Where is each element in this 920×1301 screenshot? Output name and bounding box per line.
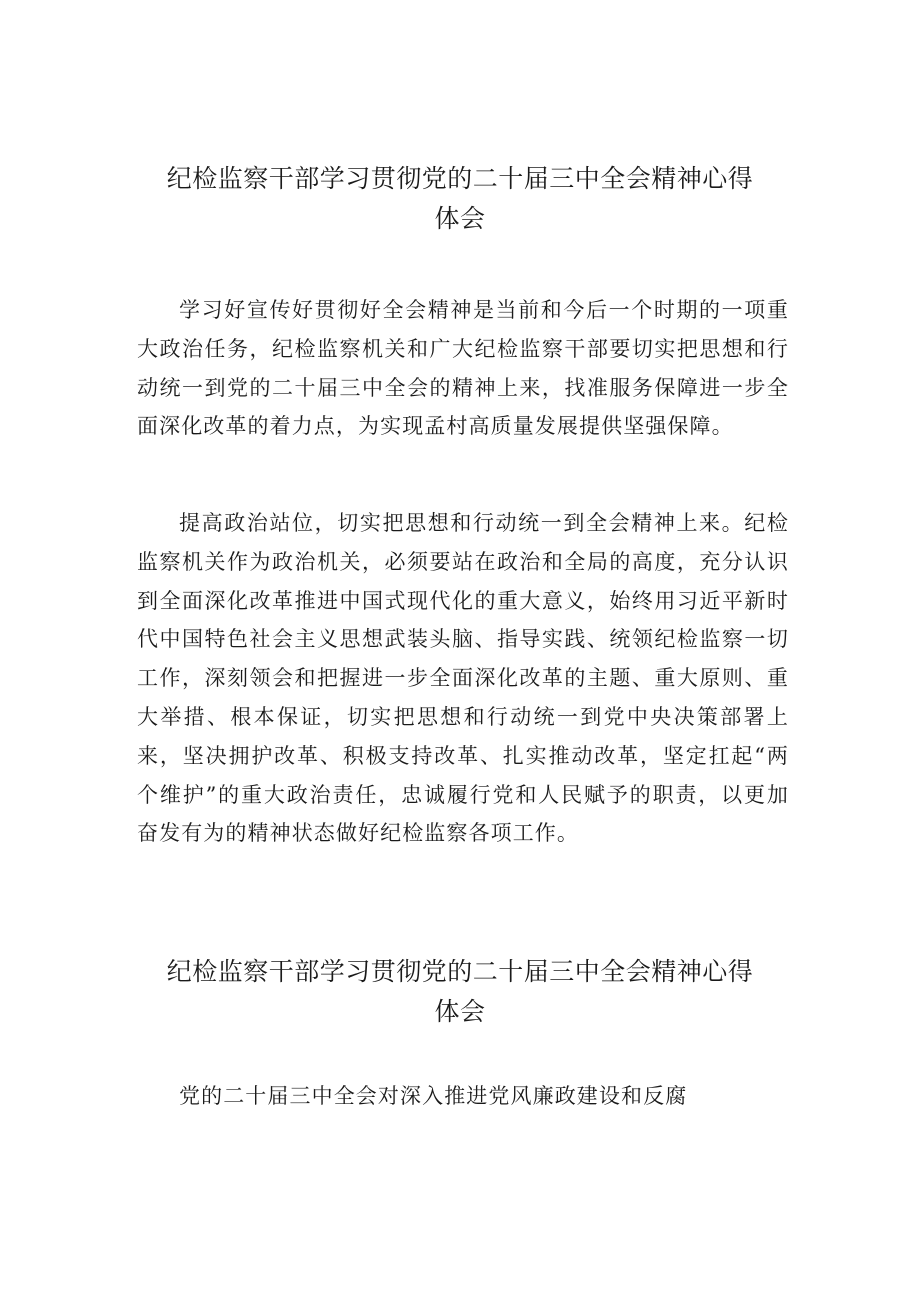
section2-title-line2: 体会 bbox=[434, 997, 486, 1026]
section2-paragraph-1: 党的二十届三中全会对深入推进党风廉政建设和反腐 bbox=[179, 1084, 688, 1108]
section1-title-line1: 纪检监察干部学习贯彻党的二十届三中全会精神心得 bbox=[166, 164, 754, 193]
section1-title-line2: 体会 bbox=[434, 204, 486, 233]
section2-title-line1: 纪检监察干部学习贯彻党的二十届三中全会精神心得 bbox=[166, 957, 754, 986]
section1-paragraph-1: 学习好宣传好贯彻好全会精神是当前和今后一个时期的一项重大政治任务，纪检监察机关和广大纪检监察干部要切实把思想和行动统一到党的二十届三中全会的精神上来，找准服务保障进一步全面深化改革的着力点，为实现孟村高质量发展提供坚强保障。 bbox=[137, 298, 789, 439]
section2-title bbox=[120, 952, 800, 1032]
section1-paragraph-2: 提高政治站位，切实把思想和行动统一到全会精神上来。纪检监察机关作为政治机关，必须要站在政治和全局的高度，充分认识到全面深化改革推进中国式现代化的重大意义，始终用习近平新时代中国特色社会主义思想武装头脑、指导实践、统领纪检监察一切工作，深刻领会和把握进一步全面深化改革的主题、重大原则、重大举措、根本保证，切实把思想和行动统一到党中央决策部署上来，坚决拥护改革、积极支持改革、扎实推动改革，坚定扛起“两个维护”的重大政治责任，忠诚履行党和人民赋予的职责，以更加奋发有为的精神状态做好纪检监察各项工作。 bbox=[137, 511, 789, 846]
section1-title bbox=[120, 159, 800, 239]
